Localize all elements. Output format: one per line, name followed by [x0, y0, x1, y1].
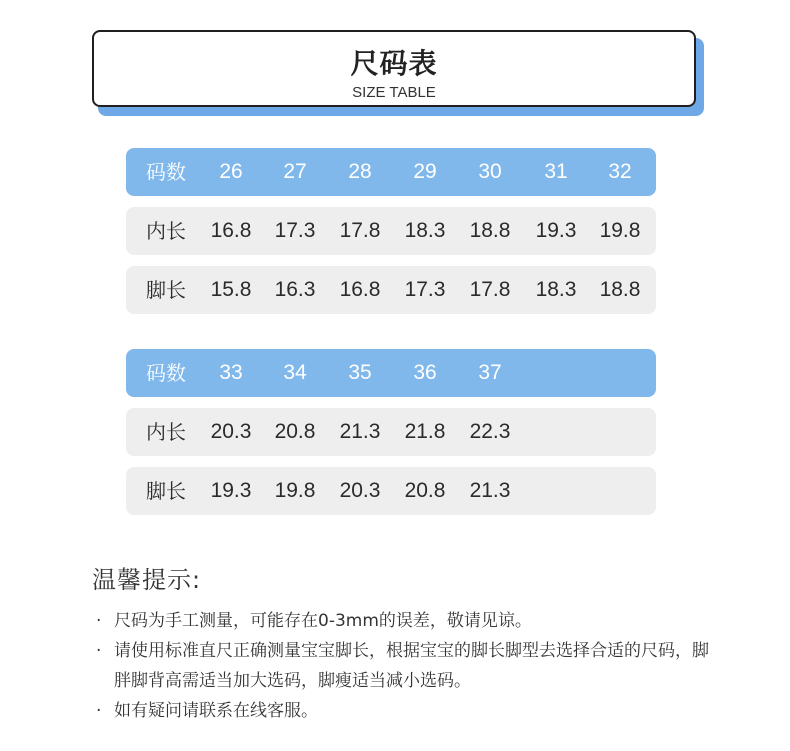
page-subtitle: SIZE TABLE — [352, 84, 436, 101]
page-title: 尺码表 — [350, 47, 438, 80]
inner-length-cell: 21.3 — [339, 420, 381, 443]
size-cell: 32 — [608, 160, 632, 183]
tips-list — [96, 606, 716, 726]
foot-length-cell: 19.8 — [274, 479, 316, 502]
row-label: 内长 — [146, 219, 186, 243]
inner-length-cell: 19.8 — [599, 219, 641, 242]
size-table-2 — [126, 349, 656, 526]
size-cell: 31 — [544, 160, 568, 183]
size-cell: 28 — [348, 160, 372, 183]
inner-length-cell: 17.8 — [339, 219, 381, 242]
size-cell: 29 — [413, 160, 437, 183]
size-cell: 37 — [478, 361, 502, 384]
inner-length-cell: 22.3 — [469, 420, 511, 443]
inner-length-row — [126, 207, 656, 255]
inner-length-cell: 16.8 — [210, 219, 252, 242]
foot-length-cell: 20.3 — [339, 479, 381, 502]
foot-length-cell: 17.3 — [404, 278, 446, 301]
size-cell: 27 — [283, 160, 307, 183]
foot-length-cell: 19.3 — [210, 479, 252, 502]
size-cell: 26 — [219, 160, 243, 183]
foot-length-row — [126, 467, 656, 515]
inner-length-cell: 19.3 — [535, 219, 577, 242]
title-card — [92, 30, 696, 107]
tip-text: 尺码为手工测量，可能存在0-3mm的误差，敬请见谅。 — [114, 611, 532, 631]
tip-item — [96, 696, 716, 726]
tip-text: 请使用标准直尺正确测量宝宝脚长，根据宝宝的脚长脚型去选择合适的尺码，脚胖脚背高需适当加大选码，脚瘦适当减小选码。 — [114, 641, 709, 691]
inner-length-cell: 21.8 — [404, 420, 446, 443]
size-cell: 35 — [348, 361, 372, 384]
foot-length-cell: 18.3 — [535, 278, 577, 301]
row-label: 码数 — [146, 160, 186, 184]
bullet-dot: · — [96, 641, 102, 661]
foot-length-cell: 21.3 — [469, 479, 511, 502]
foot-length-row — [126, 266, 656, 314]
size-cell: 30 — [478, 160, 502, 183]
size-row-header — [126, 349, 656, 397]
row-label: 内长 — [146, 420, 186, 444]
tip-item — [96, 636, 716, 696]
size-cell: 34 — [283, 361, 307, 384]
inner-length-cell: 17.3 — [274, 219, 316, 242]
tip-item — [96, 606, 716, 636]
size-row-header — [126, 148, 656, 196]
tips-title: 温馨提示: — [92, 566, 202, 594]
bullet-dot: · — [96, 611, 102, 631]
inner-length-cell: 18.3 — [404, 219, 446, 242]
inner-length-cell: 20.8 — [274, 420, 316, 443]
bullet-dot: · — [96, 701, 102, 721]
tip-text: 如有疑问请联系在线客服。 — [114, 701, 318, 721]
inner-length-cell: 18.8 — [469, 219, 511, 242]
foot-length-cell: 16.8 — [339, 278, 381, 301]
row-label: 脚长 — [146, 278, 186, 302]
row-label: 码数 — [146, 361, 186, 385]
foot-length-cell: 16.3 — [274, 278, 316, 301]
size-cell: 33 — [219, 361, 243, 384]
size-table-1 — [126, 148, 656, 325]
row-label: 脚长 — [146, 479, 186, 503]
size-cell: 36 — [413, 361, 437, 384]
foot-length-cell: 18.8 — [599, 278, 641, 301]
foot-length-cell: 20.8 — [404, 479, 446, 502]
inner-length-cell: 20.3 — [210, 420, 252, 443]
foot-length-cell: 17.8 — [469, 278, 511, 301]
foot-length-cell: 15.8 — [210, 278, 252, 301]
inner-length-row — [126, 408, 656, 456]
